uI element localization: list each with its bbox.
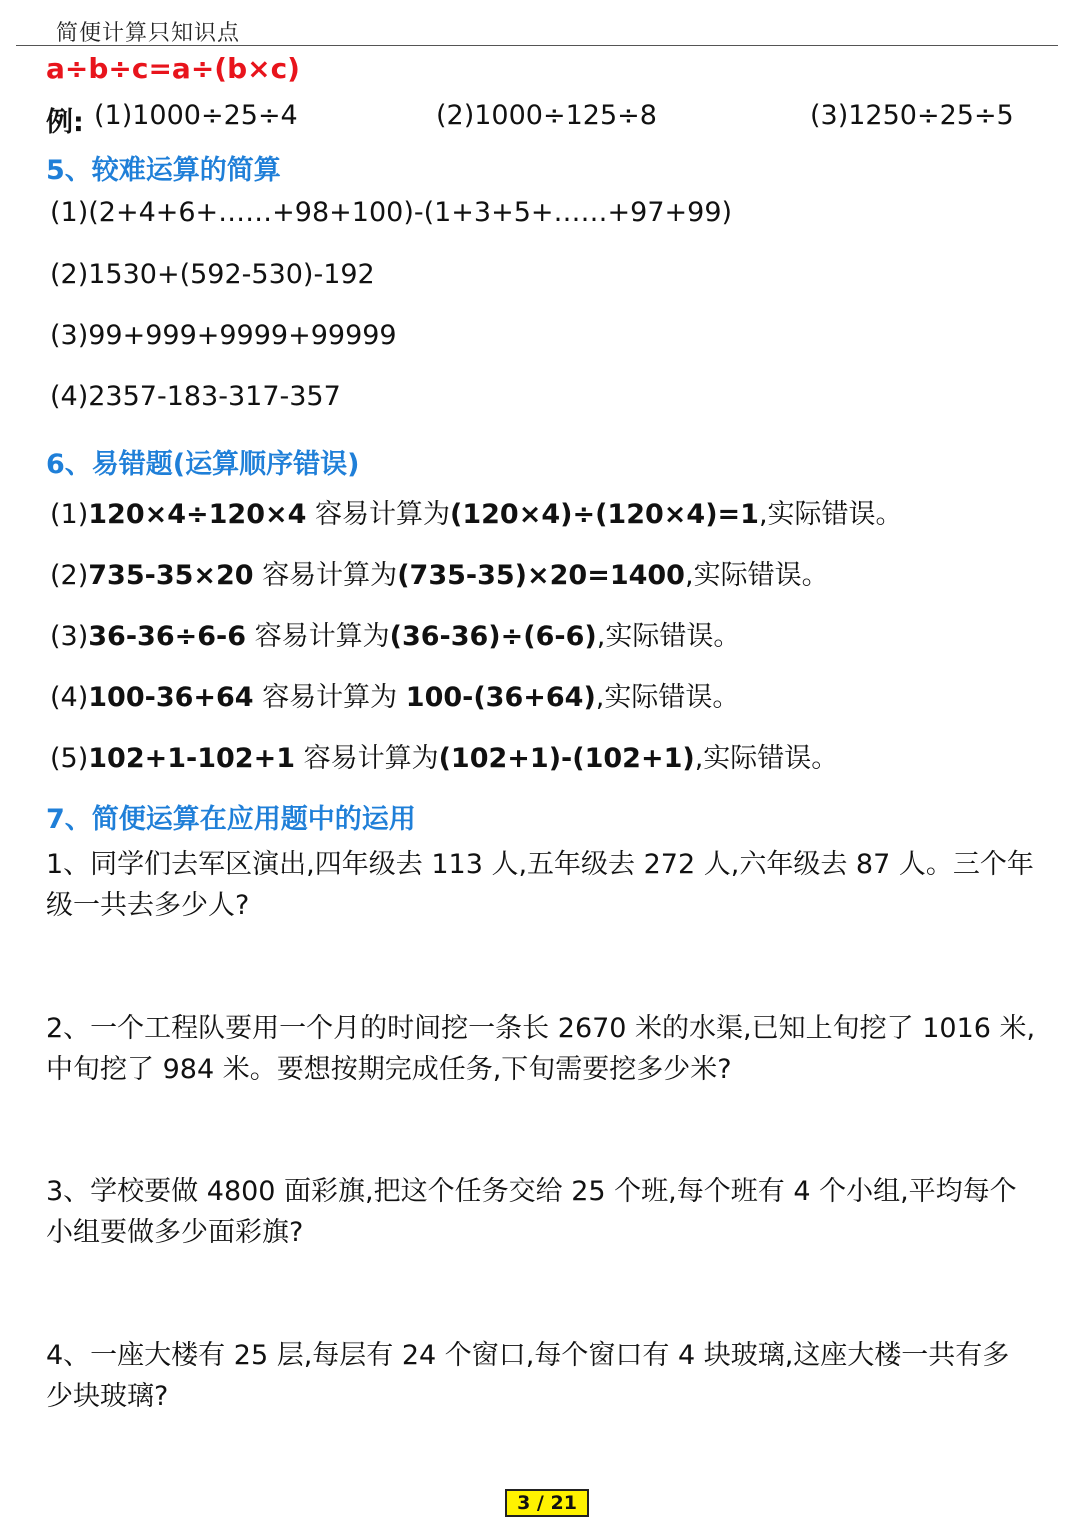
section-5-item-1: (1)(2+4+6+……+98+100)-(1+3+5+……+97+99) <box>50 197 733 228</box>
item-mid-text: 容易计算为 <box>303 743 439 774</box>
item-mid-text: 容易计算为 <box>254 621 390 652</box>
section-6-item-1 <box>50 492 903 531</box>
section-7-heading: 7、简便运算在应用题中的运用 <box>46 804 416 835</box>
item-wrong-calc: (735-35)×20=1400 <box>397 560 685 591</box>
item-tail: ,实际错误。 <box>684 560 829 591</box>
section-6-item-2 <box>50 553 829 592</box>
item-number: (5) <box>50 743 89 774</box>
item-mid-text: 容易计算为 <box>315 499 451 530</box>
division-formula: a÷b÷c=a÷(b×c) <box>46 52 300 85</box>
item-expression: 36-36÷6-6 <box>88 621 247 652</box>
item-wrong-calc: (36-36)÷(6-6) <box>389 621 597 652</box>
section-6-item-3 <box>50 614 740 653</box>
item-number: (2) <box>50 560 89 591</box>
word-problem-4: 4、一座大楼有 25 层,每层有 24 个窗口,每个窗口有 4 块玻璃,这座大楼一共有多少块玻璃? <box>46 1340 1010 1412</box>
word-problem-3: 3、学校要做 4800 面彩旗,把这个任务交给 25 个班,每个班有 4 个小组,平均每个小组要做多少面彩旗? <box>46 1176 1017 1248</box>
item-expression: 735-35×20 <box>88 560 254 591</box>
section-6-item-4 <box>50 675 739 714</box>
item-tail: ,实际错误。 <box>595 682 740 713</box>
item-expression: 120×4÷120×4 <box>88 499 307 530</box>
item-tail: ,实际错误。 <box>596 621 741 652</box>
page-number: 3 / 21 <box>505 1489 589 1517</box>
section-5-heading: 5、较难运算的简算 <box>46 155 281 186</box>
section-6-heading: 6、易错题(运算顺序错误) <box>46 449 360 480</box>
item-wrong-calc: (102+1)-(102+1) <box>438 743 695 774</box>
example-item-3: (3)1250÷25÷5 <box>810 100 1014 131</box>
section-5-item-2: (2)1530+(592-530)-192 <box>50 259 375 290</box>
example-item-1: (1)1000÷25÷4 <box>94 100 298 131</box>
section-5-item-4: (4)2357-183-317-357 <box>50 381 341 412</box>
item-mid-text: 容易计算为 <box>262 560 398 591</box>
example-item-2: (2)1000÷125÷8 <box>436 100 657 131</box>
example-row <box>46 100 1034 140</box>
item-tail: ,实际错误。 <box>758 499 903 530</box>
item-number: (4) <box>50 682 89 713</box>
section-6-item-5 <box>50 736 838 775</box>
item-mid-text: 容易计算为 <box>262 682 398 713</box>
section-5-item-3: (3)99+999+9999+99999 <box>50 320 397 351</box>
word-problem-2: 2、一个工程队要用一个月的时间挖一条长 2670 米的水渠,已知上旬挖了 1016 米,中旬挖了 984 米。要想按期完成任务,下旬需要挖多少米? <box>46 1013 1036 1085</box>
item-wrong-calc: (120×4)÷(120×4)=1 <box>450 499 759 530</box>
page-header-title: 简便计算只知识点 <box>56 21 241 46</box>
item-expression: 100-36+64 <box>88 682 254 713</box>
item-expression: 102+1-102+1 <box>88 743 295 774</box>
item-number: (1) <box>50 499 89 530</box>
example-label: 例: <box>46 107 84 138</box>
item-wrong-calc: 100-(36+64) <box>405 682 596 713</box>
word-problem-1: 1、同学们去军区演出,四年级去 113 人,五年级去 272 人,六年级去 87 人。三个年级一共去多少人? <box>46 849 1034 921</box>
header-divider <box>16 45 1058 46</box>
item-number: (3) <box>50 621 89 652</box>
item-tail: ,实际错误。 <box>694 743 839 774</box>
